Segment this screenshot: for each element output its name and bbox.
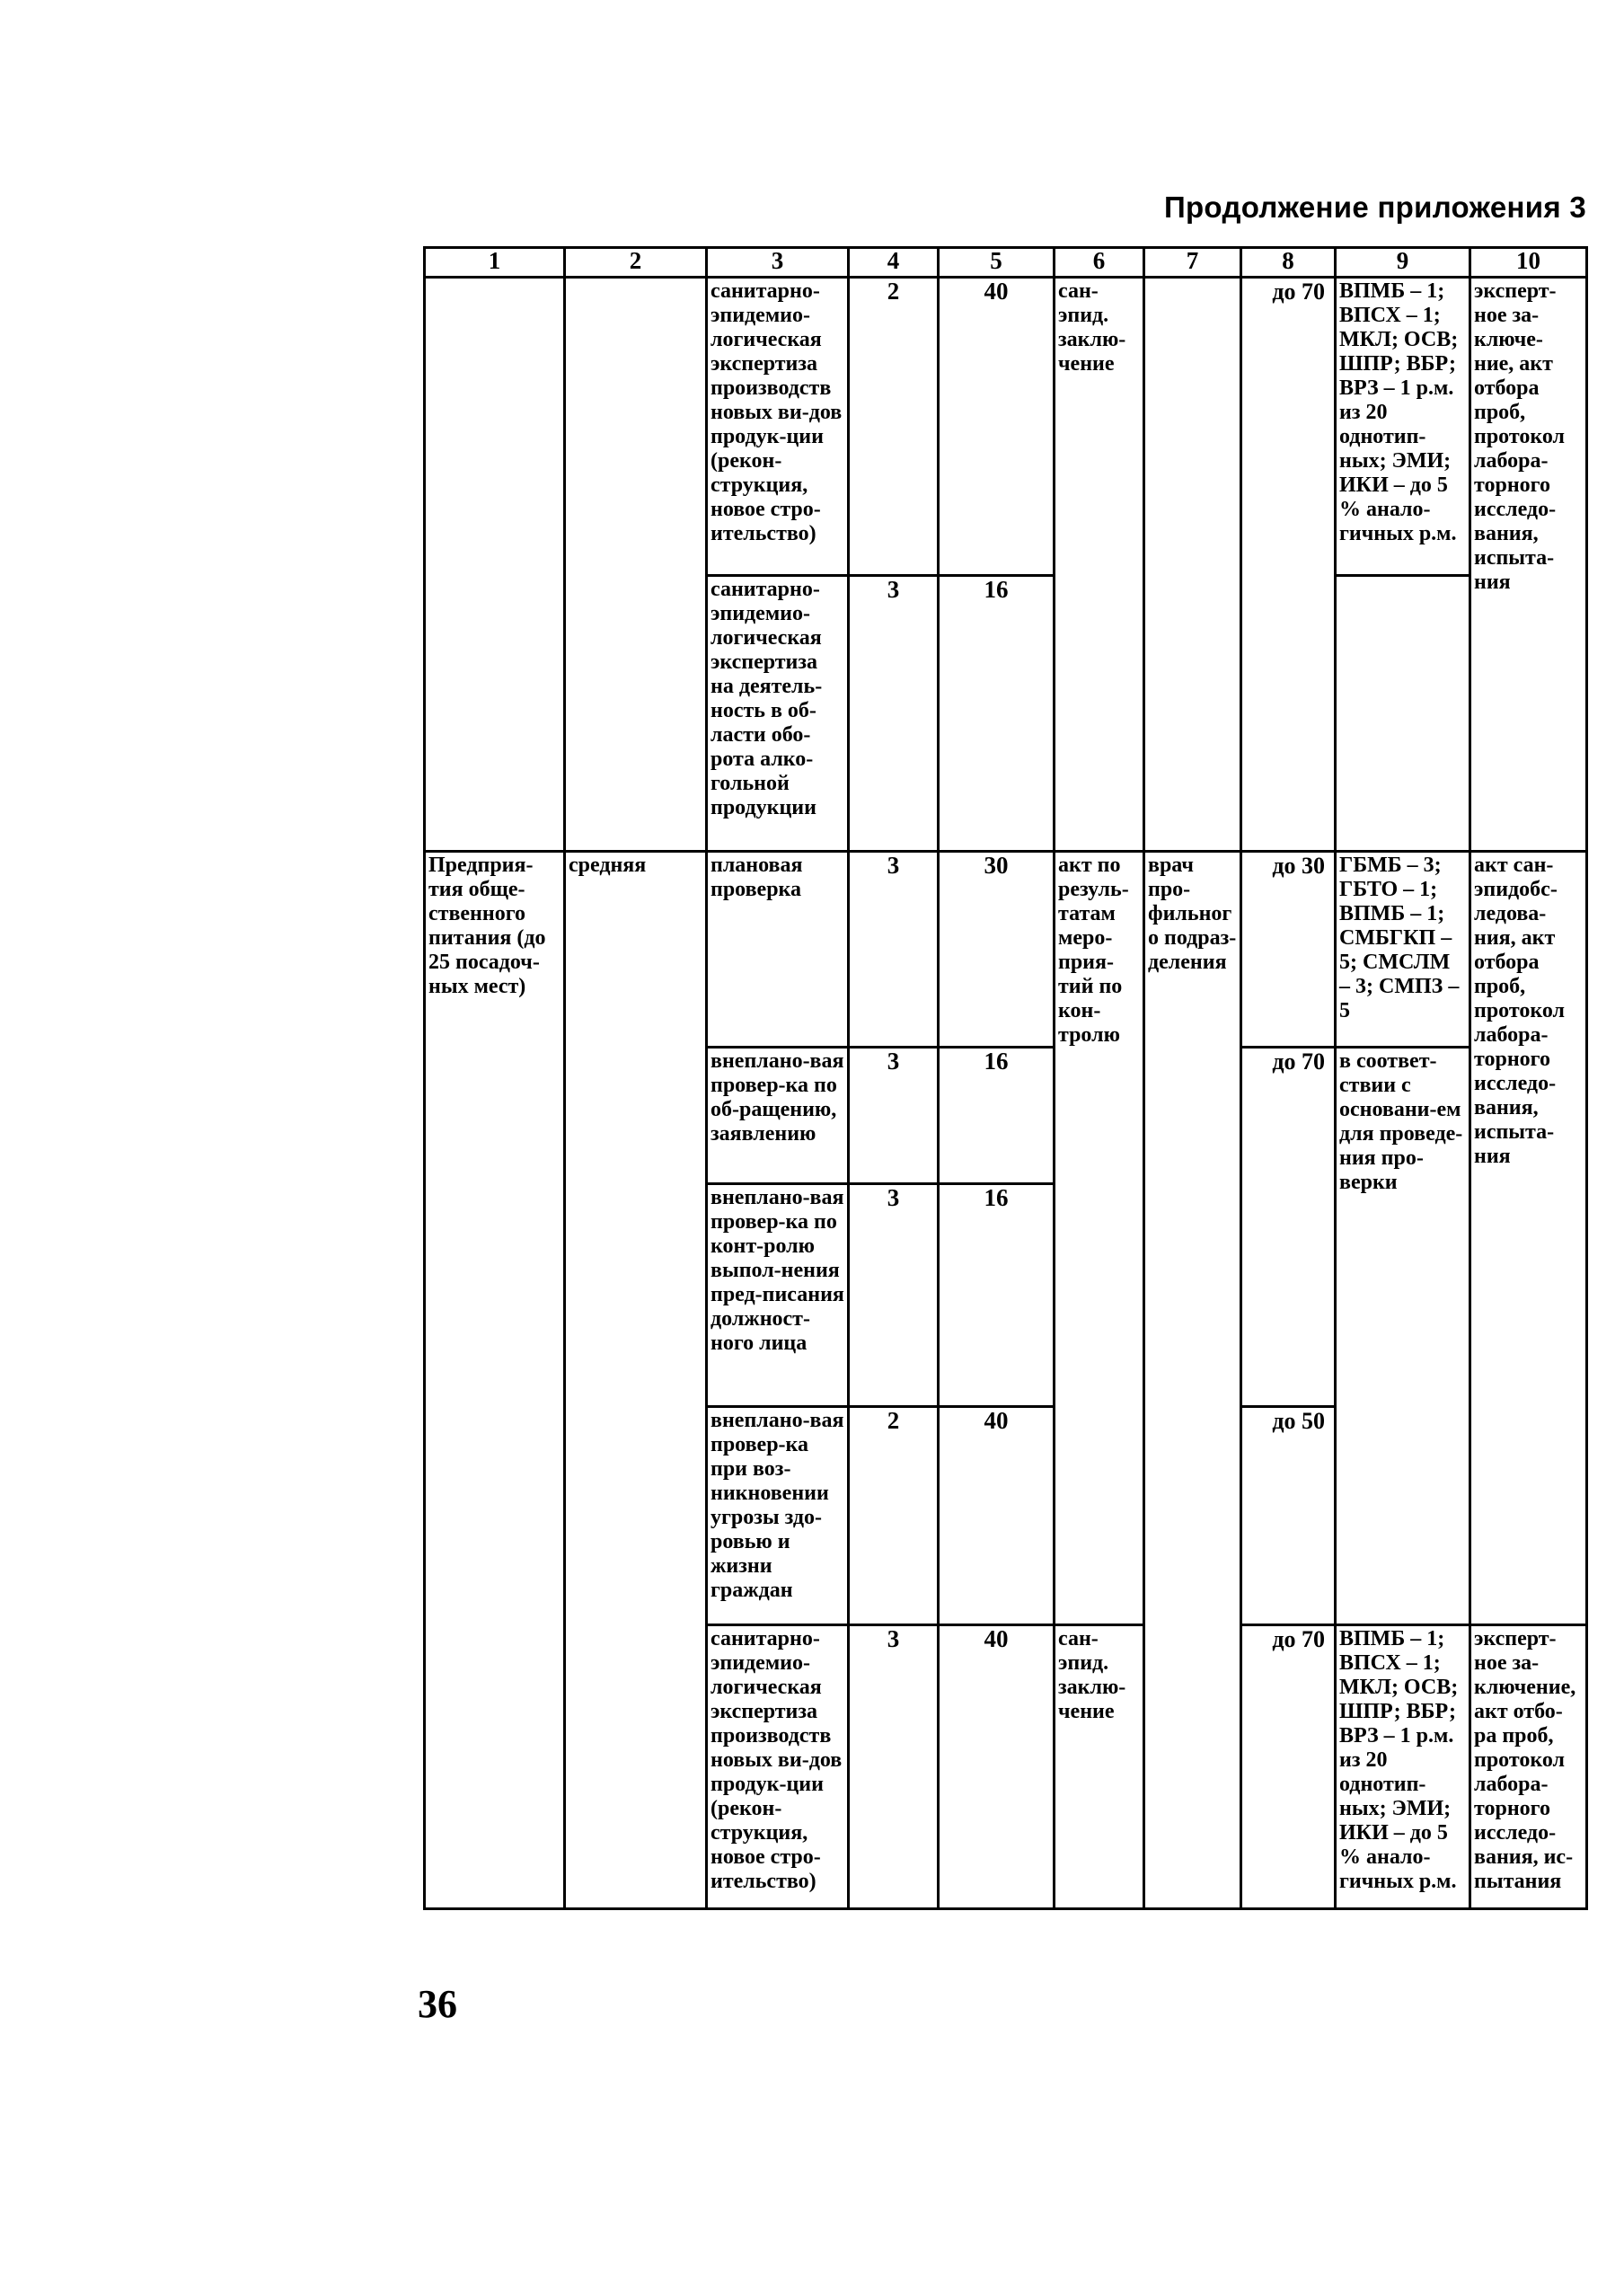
- column-number: 3: [707, 248, 849, 278]
- column-number-row: [425, 248, 1587, 278]
- cell-activity: внеплано-вая провер-ка по об-ращению, заявлению: [707, 1048, 849, 1184]
- column-number: 2: [565, 248, 707, 278]
- cell-col5: 30: [939, 852, 1055, 1048]
- cell-col4: 3: [849, 852, 939, 1048]
- cell-col4: 3: [849, 576, 939, 852]
- cell-specialist-empty: [1144, 278, 1241, 852]
- cell-activity: внеплано-вая провер-ка при воз-никновении угрозы здо-ровью и жизни граждан: [707, 1407, 849, 1625]
- column-number: 6: [1055, 248, 1144, 278]
- cell-activity: санитарно-эпидемио-логическая экспертиза производств новых ви-дов продук-ции (рекон-струкция, новое стро-ительство): [707, 278, 849, 576]
- cell-activity: внеплано-вая провер-ка по конт-ролю выпол-нения пред-писания должност-ного лица: [707, 1184, 849, 1407]
- column-number: 9: [1336, 248, 1470, 278]
- page-heading: Продолжение приложения 3: [1163, 190, 1586, 224]
- cell-col8: до 50: [1241, 1407, 1336, 1625]
- cell-col5: 40: [939, 1625, 1055, 1909]
- cell-risk: средняя: [565, 852, 707, 1909]
- appendix-table: [423, 246, 1588, 1910]
- cell-object: Предприя-тия обще-ственного питания (до 25 посадоч-ных мест): [425, 852, 565, 1909]
- column-number: 7: [1144, 248, 1241, 278]
- cell-col5: 16: [939, 1184, 1055, 1407]
- cell-lab-tests: в соответ-ствии с основани-ем для проведе-ния про-верки: [1336, 1048, 1470, 1625]
- cell-document: акт по резуль-татам меро-прия-тий по кон-тролю: [1055, 852, 1144, 1625]
- cell-lab-tests: ВПМБ – 1; ВПСХ – 1; МКЛ; ОСВ; ШПР; ВБР; ВРЗ – 1 р.м. из 20 однотип-ных; ЭМИ; ИКИ – до 5 % анало-гичных р.м.: [1336, 278, 1470, 576]
- cell-document: сан-эпид. заклю-чение: [1055, 1625, 1144, 1909]
- cell-col5: 16: [939, 576, 1055, 852]
- table-row: [425, 278, 1587, 576]
- column-number: 1: [425, 248, 565, 278]
- cell-activity: санитарно-эпидемио-логическая экспертиза на деятель-ность в об-ласти обо-рота алко-гольной продукции: [707, 576, 849, 852]
- cell-col5: 40: [939, 278, 1055, 576]
- cell-col4: 3: [849, 1184, 939, 1407]
- column-number: 10: [1470, 248, 1587, 278]
- column-number: 8: [1241, 248, 1336, 278]
- cell-col5: 16: [939, 1048, 1055, 1184]
- cell-object-empty: [425, 278, 565, 852]
- cell-lab-tests: ГБМБ – 3; ГБТО – 1; ВПМБ – 1; СМБГКП – 5; СМСЛМ – 3; СМПЗ – 5: [1336, 852, 1470, 1048]
- cell-col8: до 70: [1241, 278, 1336, 852]
- column-number: 4: [849, 248, 939, 278]
- cell-col8: до 70: [1241, 1048, 1336, 1407]
- table-row: [425, 852, 1587, 1048]
- cell-specialist: врач про-фильного подраз-деления: [1144, 852, 1241, 1909]
- cell-activity: плановая проверка: [707, 852, 849, 1048]
- cell-col4: 3: [849, 1625, 939, 1909]
- cell-risk-empty: [565, 278, 707, 852]
- cell-col4: 2: [849, 1407, 939, 1625]
- cell-document: сан-эпид. заклю-чение: [1055, 278, 1144, 852]
- cell-col8: до 70: [1241, 1625, 1336, 1909]
- cell-result-docs: акт сан-эпидобс-ледова-ния, акт отбора проб, протокол лабора-торного исследо-вания, испыта-ния: [1470, 852, 1587, 1625]
- cell-col5: 40: [939, 1407, 1055, 1625]
- cell-col4: 2: [849, 278, 939, 576]
- cell-result-docs: эксперт-ное за-ключе-ние, акт отбора проб, протокол лабора-торного исследо-вания, испыта-ния: [1470, 278, 1587, 852]
- cell-lab-tests-empty: [1336, 576, 1470, 852]
- cell-col4: 3: [849, 1048, 939, 1184]
- cell-lab-tests: ВПМБ – 1; ВПСХ – 1; МКЛ; ОСВ; ШПР; ВБР; ВРЗ – 1 р.м. из 20 однотип-ных; ЭМИ; ИКИ – до 5 % анало-гичных р.м.: [1336, 1625, 1470, 1909]
- column-number: 5: [939, 248, 1055, 278]
- page-number: 36: [418, 1982, 457, 2026]
- cell-activity: санитарно-эпидемио-логическая экспертиза производств новых ви-дов продук-ции (рекон-струкция, новое стро-ительство): [707, 1625, 849, 1909]
- cell-col8: до 30: [1241, 852, 1336, 1048]
- cell-result-docs: эксперт-ное за-ключение, акт отбо-ра проб, протокол лабора-торного исследо-вания, ис-пытания: [1470, 1625, 1587, 1909]
